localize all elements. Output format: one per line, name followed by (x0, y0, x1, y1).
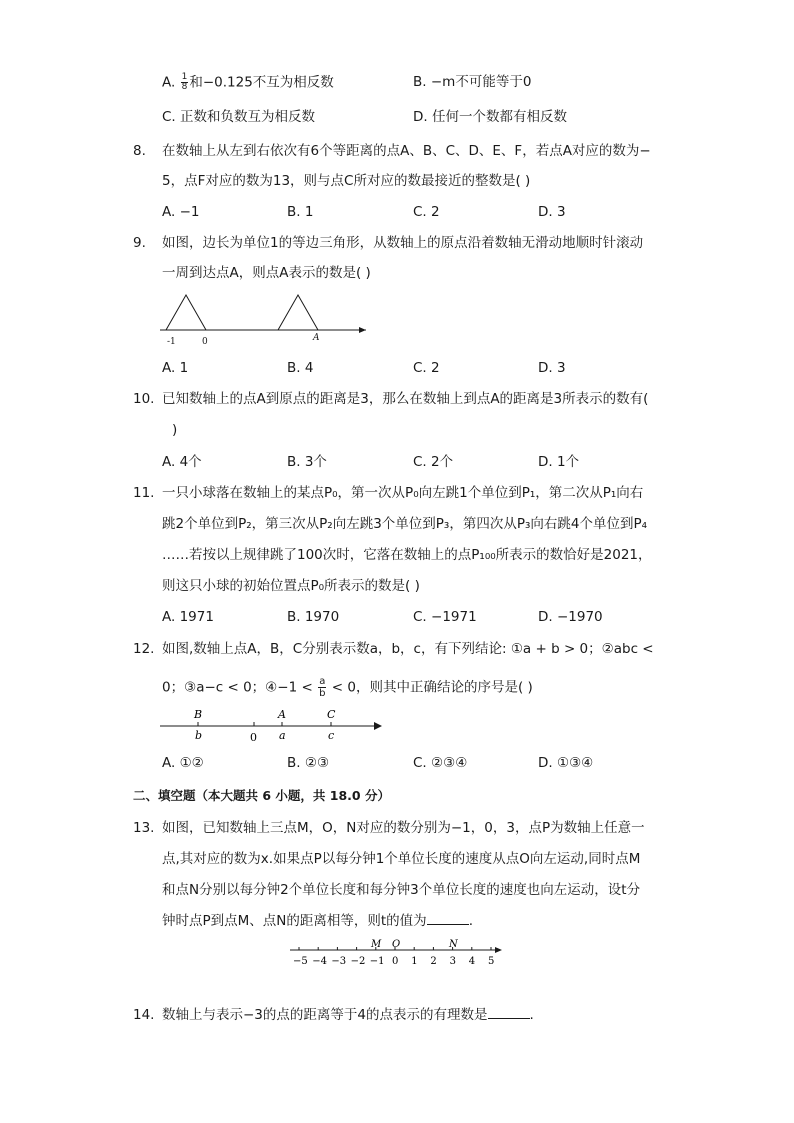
q9-line1: 如图，边长为单位1的等边三角形，从数轴上的原点沿着数轴无滑动地顺时针滚动 (162, 235, 644, 251)
q9-option-a: A. 1 (162, 360, 189, 376)
q12-option-d: D. ①③④ (538, 755, 594, 771)
q8-option-a: A. −1 (162, 204, 200, 220)
q10-line1: 已知数轴上的点A到原点的距离是3，那么在数轴上到点A的距离是3所表示的数有( (162, 391, 649, 407)
q8-option-d: D. 3 (538, 204, 566, 220)
q7-option-a: A. $\frac{1}{8}$ 和−0.125不互为相反数 (162, 72, 334, 92)
q8-option-c: C. 2 (413, 204, 440, 220)
q9-number: 9. (133, 235, 146, 251)
fig-label-minus1: -1 (167, 337, 176, 347)
q12-option-b: B. ②③ (287, 755, 330, 771)
q12-number: 12. (133, 641, 155, 657)
q13-line4: 钟时点P到点M、点N的距离相等，则t的值为 . (162, 913, 473, 929)
q10-line2: ) (172, 422, 178, 438)
tick-label: 2 (430, 956, 437, 967)
q13-line2: 点,其对应的数为x.如果点P以每分钟1个单位长度的速度从点O向左运动,同时点M (162, 851, 641, 867)
q7-option-d: D. 任何一个数都有相反数 (413, 109, 567, 125)
tick-label: 1 (411, 956, 418, 967)
q13-line3: 和点N分别以每分钟2个单位长度和每分钟3个单位长度的速度也向左运动，设t分 (162, 882, 641, 898)
point-c-label: C (327, 708, 336, 721)
tick-label: −3 (331, 956, 347, 967)
q11-option-b: B. 1970 (287, 609, 340, 625)
q11-option-c: C. −1971 (413, 609, 477, 625)
q8-number: 8. (133, 143, 146, 159)
tick-label: 5 (488, 956, 495, 967)
q11-number: 11. (133, 485, 155, 501)
q7-option-c: C. 正数和负数互为相反数 (162, 109, 316, 125)
q11-line3: ……若按以上规律跳了100次时，它落在数轴上的点P₁₀₀所表示的数恰好是2021， (162, 547, 652, 563)
q12-line1: 如图,数轴上点A，B，C分别表示数a，b，c，有下列结论: ①a + b > 0；②abc < (162, 641, 654, 657)
point-n-label: N (449, 939, 458, 950)
q10-option-b: B. 3个 (287, 454, 327, 470)
q8-option-b: B. 1 (287, 204, 314, 220)
q14-line1: 数轴上与表示−3的点的距离等于4的点表示的有理数是 . (162, 1007, 534, 1023)
q12-option-a: A. ①② (162, 755, 204, 771)
value-b-label: b (195, 729, 203, 742)
q11-option-a: A. 1971 (162, 609, 214, 625)
q10-option-c: C. 2个 (413, 454, 454, 470)
triangle-start (166, 295, 206, 330)
q8-line1: 在数轴上从左到右依次有6个等距离的点A、B、C、D、E、F，若点A对应的数为− (162, 143, 651, 159)
q9-option-b: B. 4 (287, 360, 314, 376)
q7-option-b: B. −m不可能等于0 (413, 74, 532, 90)
q13-figure (286, 936, 506, 968)
tick-label: −1 (369, 956, 385, 967)
answer-blank[interactable] (488, 1006, 530, 1019)
q14-number: 14. (133, 1007, 155, 1023)
tick-label: −4 (312, 956, 327, 967)
point-a-label: A (278, 708, 286, 721)
value-c-label: c (328, 729, 335, 742)
q10-number: 10. (133, 391, 155, 407)
q11-line1: 一只小球落在数轴上的某点P₀，第一次从P₀向左跳1个单位到P₁，第二次从P₁向右 (162, 485, 644, 501)
triangle-end (278, 295, 318, 330)
q11-option-d: D. −1970 (538, 609, 603, 625)
fig-label-a: A (313, 333, 320, 343)
fig-label-0: 0 (202, 337, 208, 347)
tick-label: 0 (392, 956, 399, 967)
q12-line2: 0；③a−c < 0；④−1 < $\frac{a}{b}$ < 0，则其中正确结论的序号是( ) (162, 676, 533, 699)
tick-label: −2 (350, 956, 366, 967)
tick-label: 3 (449, 956, 456, 967)
fraction-a-over-b: $\frac{a}{b}$ (319, 676, 326, 699)
q11-line2: 跳2个单位到P₂，第三次从P₂向左跳3个单位到P₃，第四次从P₃向右跳4个单位到P₄ (162, 516, 648, 532)
q13-number: 13. (133, 820, 155, 836)
point-o-label: O (392, 939, 401, 950)
zero-label: 0 (250, 731, 257, 744)
q11-line4: 则这只小球的初始位置点P₀所表示的数是( ) (162, 578, 420, 594)
q10-option-d: D. 1个 (538, 454, 580, 470)
tick-label: 4 (468, 956, 476, 967)
q9-option-d: D. 3 (538, 360, 566, 376)
q12-figure (158, 704, 388, 744)
section-heading: 二、填空题（本大题共 6 小题，共 18.0 分） (133, 788, 390, 803)
tick-label: −5 (293, 956, 308, 967)
q9-option-c: C. 2 (413, 360, 440, 376)
q9-line2: 一周到达点A，则点A表示的数是( ) (162, 265, 371, 281)
point-b-label: B (194, 708, 203, 721)
fraction: $\frac{1}{8}$ (181, 72, 188, 92)
q12-option-c: C. ②③④ (413, 755, 468, 771)
value-a-label: a (279, 729, 286, 742)
answer-blank[interactable] (427, 912, 469, 925)
point-m-label: M (371, 939, 382, 950)
q9-figure (158, 290, 378, 348)
q10-option-a: A. 4个 (162, 454, 202, 470)
q8-line2: 5，点F对应的数为13，则与点C所对应的数最接近的整数是( ) (162, 173, 531, 189)
q13-line1: 如图，已知数轴上三点M，O，N对应的数分别为−1，0，3，点P为数轴上任意一 (162, 820, 645, 836)
